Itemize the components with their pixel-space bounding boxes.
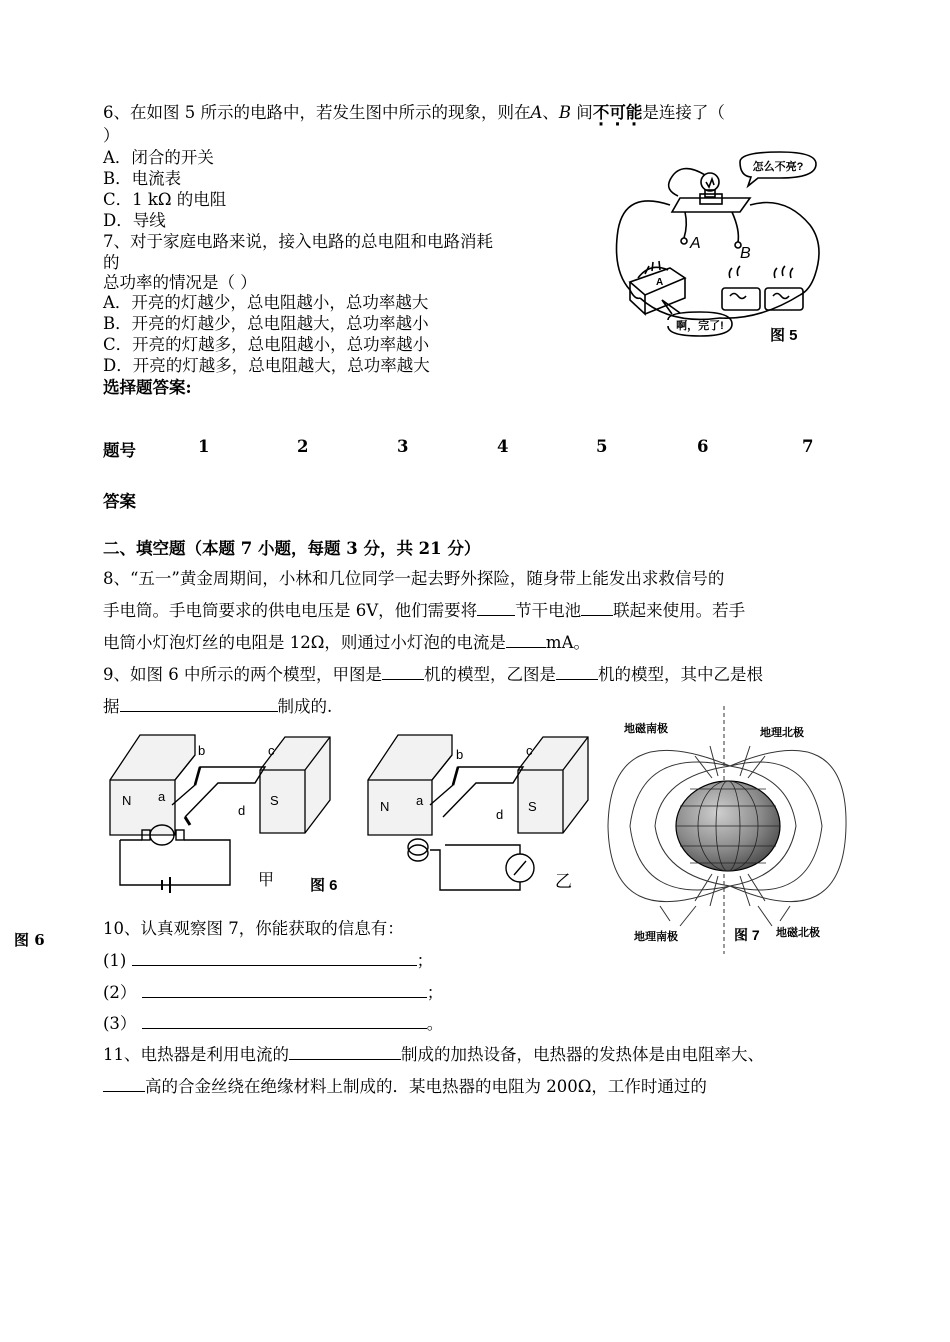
q9-line2: 据 制成的. bbox=[103, 697, 333, 716]
fig6-right-b: b bbox=[456, 747, 464, 762]
fig7-caption: 图 7 bbox=[734, 927, 760, 943]
fig6-left-b: b bbox=[198, 743, 206, 758]
figure-6 bbox=[100, 725, 600, 905]
fig6-side-caption: 图 6 bbox=[14, 931, 45, 949]
q11-line1: 11、电热器是利用电流的 制成的加热设备，电热器的发热体是由电阻率大、 bbox=[103, 1045, 764, 1064]
fig7-magnetic-south: 地磁南极 bbox=[624, 723, 668, 735]
fig7-magnetic-north: 地磁北极 bbox=[776, 927, 820, 939]
fig5-label-a: A bbox=[690, 235, 701, 252]
fig6-right-label: 乙 bbox=[555, 872, 572, 891]
fig6-right-n: N bbox=[380, 799, 390, 814]
fig5-speech-top: 怎么不亮? bbox=[752, 161, 804, 173]
fig6-left-n: N bbox=[122, 793, 132, 808]
q8-line1: 8、“五一”黄金周期间，小林和几位同学一起去野外探险，随身带上能发出求救信号的 bbox=[103, 569, 725, 588]
section2-heading: 二、填空题（本题 7 小题，每题 3 分，共 21 分） bbox=[103, 539, 481, 558]
q7-option-b: B．开亮的灯越少，总电阻越大，总功率越小 bbox=[103, 314, 429, 333]
q7-option-c: C．开亮的灯越多，总电阻越小，总功率越小 bbox=[103, 335, 430, 354]
q6-option-a: A．闭合的开关 bbox=[103, 148, 214, 167]
answers-number-5: 5 bbox=[596, 437, 608, 456]
q9-blank-yi[interactable] bbox=[556, 665, 598, 680]
figure-5 bbox=[610, 150, 832, 348]
q6-emphasis: 不可能 bbox=[592, 103, 643, 122]
figure-7 bbox=[600, 706, 852, 954]
answers-number-3: 3 bbox=[397, 437, 409, 456]
q6-line2: ） bbox=[103, 126, 120, 145]
q8-blank-current[interactable] bbox=[506, 633, 546, 648]
q10-item-3: (3） 。 bbox=[103, 1014, 444, 1033]
q11-blank-effect[interactable] bbox=[289, 1045, 401, 1060]
fig5-speech-bottom: 啊，完了! bbox=[676, 320, 724, 332]
q7-option-a: A．开亮的灯越少，总电阻越小，总功率越大 bbox=[103, 293, 429, 312]
q10-item-1: (1) ； bbox=[103, 951, 434, 970]
fig7-geo-north: 地理北极 bbox=[760, 727, 804, 739]
fig6-right-a: a bbox=[416, 793, 424, 808]
q6-option-d: D．导线 bbox=[103, 211, 166, 230]
answers-number-2: 2 bbox=[297, 437, 309, 456]
fig6-left-d: d bbox=[238, 803, 246, 818]
answers-number-7: 7 bbox=[802, 437, 814, 456]
fig5-caption: 图 5 bbox=[770, 327, 798, 344]
q10-blank-2[interactable] bbox=[142, 983, 427, 998]
answers-answer-label: 答案 bbox=[103, 492, 136, 511]
q7-line3: 总功率的情况是（ ） bbox=[103, 273, 257, 292]
q6-option-b: B．电流表 bbox=[103, 169, 182, 188]
fig6-caption: 图 6 bbox=[310, 877, 338, 894]
fig6-left-a: a bbox=[158, 789, 166, 804]
fig5-meter-label: A bbox=[656, 277, 664, 288]
fig7-geo-south: 地理南极 bbox=[634, 931, 678, 943]
q9-line1: 9、如图 6 中所示的两个模型，甲图是 机的模型，乙图是 机的模型，其中乙是根 bbox=[103, 665, 763, 684]
fig6-left-c: c bbox=[268, 743, 275, 758]
q8-line3: 电筒小灯泡灯丝的电阻是 12Ω，则通过小灯泡的电流是 mA。 bbox=[103, 633, 590, 652]
answers-number-6: 6 bbox=[697, 437, 709, 456]
q10-line1: 10、认真观察图 7，你能获取的信息有： bbox=[103, 919, 404, 938]
fig6-right-d: d bbox=[496, 807, 504, 822]
q6-line1: 6、在如图 5 所示的电路中，若发生图中所示的现象，则在A、B 间不可能是连接了（ bbox=[103, 103, 725, 122]
q9-blank-principle[interactable] bbox=[120, 697, 278, 712]
q8-blank-connection[interactable] bbox=[581, 601, 613, 616]
q7-line1: 7、对于家庭电路来说，接入电路的总电阻和电路消耗 bbox=[103, 232, 493, 251]
fig6-right-c: c bbox=[526, 743, 533, 758]
fig6-right-s: S bbox=[528, 799, 537, 814]
q6-option-c: C．1 kΩ 的电阻 bbox=[103, 190, 227, 209]
q10-blank-3[interactable] bbox=[142, 1014, 427, 1029]
answers-number-1: 1 bbox=[198, 437, 210, 456]
answers-row-label: 题号 bbox=[103, 441, 136, 460]
q11-blank-melting[interactable] bbox=[103, 1077, 145, 1092]
q8-line2: 手电筒。手电筒要求的供电电压是 6V，他们需要将 节干电池 联起来使用。若手 bbox=[103, 601, 746, 620]
q11-line2: 高的合金丝绕在绝缘材料上制成的．某电热器的电阻为 200Ω，工作时通过的 bbox=[103, 1076, 707, 1097]
q10-blank-1[interactable] bbox=[132, 951, 417, 966]
fig5-label-b: B bbox=[740, 245, 751, 262]
q9-blank-jia[interactable] bbox=[382, 665, 424, 680]
q10-item-2: (2） ； bbox=[103, 983, 444, 1002]
answers-heading: 选择题答案: bbox=[103, 378, 192, 397]
fig6-left-label: 甲 bbox=[258, 872, 275, 889]
answers-number-4: 4 bbox=[497, 437, 509, 456]
q7-line2: 的 bbox=[103, 253, 120, 272]
q8-blank-count[interactable] bbox=[477, 601, 515, 616]
fig6-left-s: S bbox=[270, 793, 279, 808]
q7-option-d: D．开亮的灯越多，总电阻越大，总功率越大 bbox=[103, 356, 430, 375]
